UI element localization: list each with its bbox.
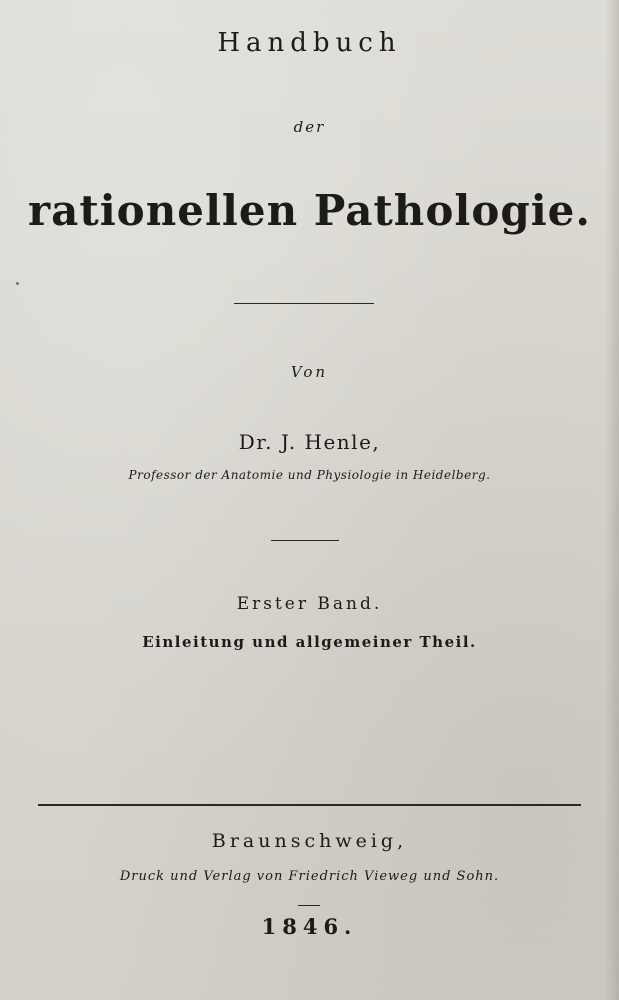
volume-label: Erster Band.: [236, 594, 383, 614]
heading-handbuch: Handbuch: [217, 28, 402, 58]
imprint-year: 1846.: [261, 914, 358, 939]
divider-rule: [234, 303, 374, 304]
heading-der: der: [293, 118, 326, 136]
imprint-city: Braunschweig,: [211, 830, 408, 852]
author-affiliation: Professor der Anatomie und Physiologie in Heidelberg.: [128, 468, 491, 482]
author-name: Dr. J. Henle,: [238, 430, 381, 454]
divider-rule: [298, 905, 320, 906]
imprint-publisher: Druck und Verlag von Friedrich Vieweg und Sohn.: [119, 869, 500, 884]
by-line: Von: [290, 363, 329, 381]
divider-rule: [271, 540, 339, 541]
imprint-rule: [38, 804, 581, 806]
paper-speck: [16, 282, 19, 285]
volume-subtitle: Einleitung und allgemeiner Theil.: [142, 633, 477, 651]
book-title: rationellen Pathologie.: [27, 186, 591, 235]
